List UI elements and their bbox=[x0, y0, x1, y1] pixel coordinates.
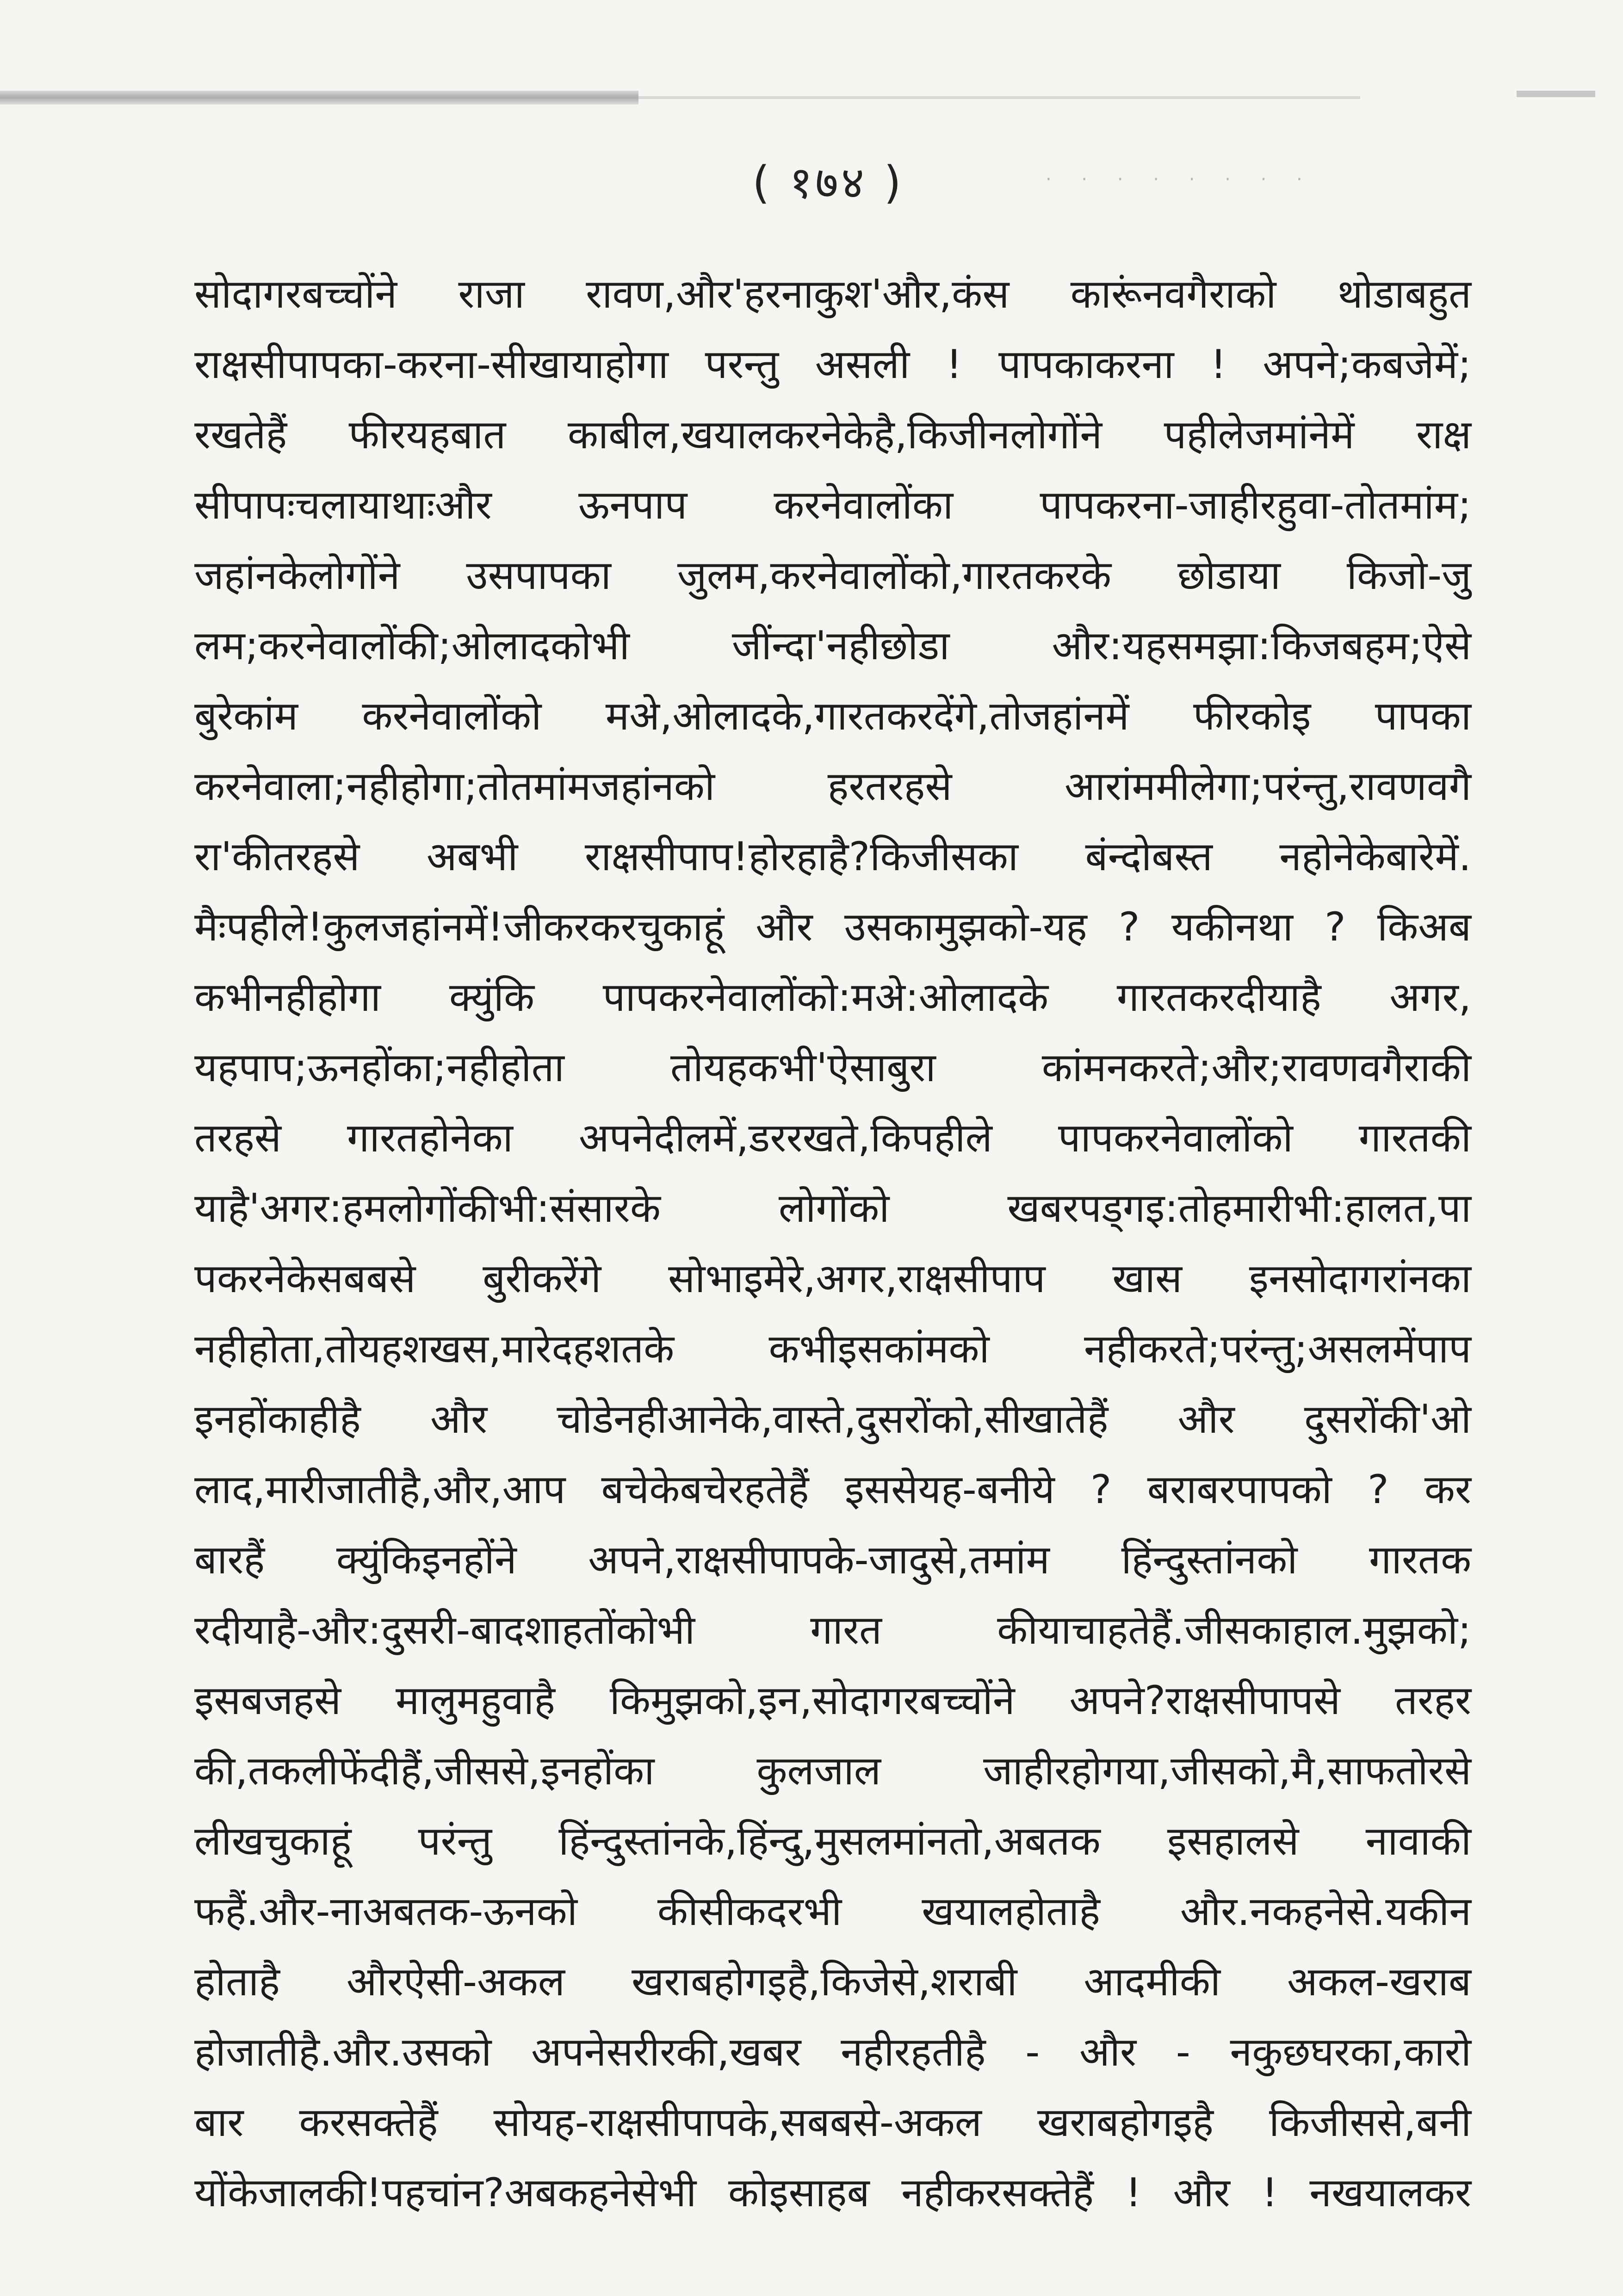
scan-speckle: · · · · · · · · bbox=[1046, 169, 1314, 190]
text-line: बार करसक्तेहैं सोयह-राक्षसीपापके,सबबसे-अकल खराबहोगइहै किजीससे,बनी bbox=[194, 2099, 1471, 2146]
text-line: रदीयाहै-और:दुसरी-बादशाहतोंकोभी गारत कीयाचाहतेहैं.जीसकाहाल.मुझको; bbox=[194, 1607, 1471, 1653]
text-line: सोदागरबच्चोंने राजा रावण,और'हरनाकुश'और,कंस कारूंनवगैराको थोडाबहुत bbox=[194, 271, 1471, 317]
top-scan-rule-faint bbox=[638, 96, 1360, 99]
text-line: रा'कीतरहसे अबभी राक्षसीपाप!होरहाहै?किजीसका बंन्दोबस्त नहोनेकेबारेमें. bbox=[194, 834, 1471, 880]
text-line: कभीनहीहोगा क्युंकि पापकरनेवालोंको:मअे:ओलादके गारतकरदीयाहै अगर, bbox=[194, 974, 1471, 1021]
text-line: इसबजहसे मालुमहुवाहै किमुझको,इन,सोदागरबच्चोंने अपने?राक्षसीपापसे तरहर bbox=[194, 1677, 1471, 1724]
edge-mark bbox=[1517, 91, 1595, 97]
text-line: इनहोंकाहीहै और चोडेनहीआनेके,वास्ते,दुसरोंको,सीखातेहैं और दुसरोंकी'ओ bbox=[194, 1396, 1471, 1442]
text-line: बारहैं क्युंकिइनहोंने अपने,राक्षसीपापके-जादुसे,तमांम हिंन्दुस्तांनको गारतक bbox=[194, 1537, 1471, 1583]
text-line: फहैं.और-नाअबतक-ऊनको कीसीकदरभी खयालहोताहै और.नकहनेसे.यकीन bbox=[194, 1888, 1471, 1935]
text-line: होजातीहै.और.उसको अपनेसरीरकी,खबर नहीरहतीहै - और - नकुछघरका,कारो bbox=[194, 2029, 1471, 2075]
text-line: लम;करनेवालोंकी;ओलादकोभी जींन्दा'नहीछोडा और:यहसमझा:किजबहम;ऐसे bbox=[194, 623, 1471, 669]
text-line: बुरेकांम करनेवालोंको मअे,ओलादके,गारतकरदेंगे,तोजहांनमें फीरकोइ पापका bbox=[194, 693, 1471, 739]
text-line: लीखचुकाहूं परंन्तु हिंन्दुस्तांनके,हिंन्दु,मुसलमांनतो,अबतक इसहालसे नावाकी bbox=[194, 1818, 1471, 1864]
text-line: राक्षसीपापका-करना-सीखायाहोगा परन्तु असली ! पापकाकरना ! अपने;कबजेमें; bbox=[194, 341, 1471, 388]
page-number: ( १७४ ) bbox=[752, 157, 904, 209]
text-line: होताहै औरऐसी-अकल खराबहोगइहै,किजेसे,शराबी आदमीकी अकल-खराब bbox=[194, 1959, 1471, 2005]
text-line: करनेवाला;नहीहोगा;तोतमांमजहांनको हरतरहसे आरांममीलेगा;परंन्तु,रावणवगै bbox=[194, 763, 1471, 810]
text-line: मैःपहीले!कुलजहांनमें!जीकरकरचुकाहूं और उसकामुझको-यह ? यकीनथा ? किअब bbox=[194, 904, 1471, 950]
text-line: नहीहोता,तोयहशखस,मारेदहशतके कभीइसकांमको नहीकरते;परंन्तु;असलमेंपाप bbox=[194, 1326, 1471, 1372]
text-line: की,तकलीफेंदीहैं,जीससे,इनहोंका कुलजाल जाहीरहोगया,जीसको,मै,साफतोरसे bbox=[194, 1748, 1471, 1794]
text-line: सीपापःचलायाथाःऔर ऊनपाप करनेवालोंका पापकरना-जाहीरहुवा-तोतमांम; bbox=[194, 482, 1471, 528]
text-line: तरहसे गारतहोनेका अपनेदीलमें,डररखते,किपहीले पापकरनेवालोंको गारतकी bbox=[194, 1115, 1471, 1161]
text-line: यहपाप;ऊनहोंका;नहीहोता तोयहकभी'ऐसाबुरा कांमनकरते;और;रावणवगैराकी bbox=[194, 1045, 1471, 1091]
text-line: याहै'अगर:हमलोगोंकीभी:संसारके लोगोंको खबरपड्गइ:तोहमारीभी:हालत,पा bbox=[194, 1185, 1471, 1232]
text-line: पकरनेकेसबबसे बुरीकरेंगे सोभाइमेरे,अगर,राक्षसीपाप खास इनसोदागरांनका bbox=[194, 1256, 1471, 1302]
text-line: रखतेहैं फीरयहबात काबील,खयालकरनेकेहै,किजीनलोगोंने पहीलेजमांनेमें राक्ष bbox=[194, 412, 1471, 458]
text-line: लाद,मारीजातीहै,और,आप बचेकेबचेरहतेहैं इससेयह-बनीये ? बराबरपापको ? कर bbox=[194, 1467, 1471, 1513]
text-line: योंकेजालकी!पहचांन?अबकहनेसेभी कोइसाहब नहीकरसक्तेहैं ! और ! नखयालकर bbox=[194, 2170, 1471, 2216]
text-line: जहांनकेलोगोंने उसपापका जुलम,करनेवालोंको,गारतकरके छोडाया किजो-जु bbox=[194, 552, 1471, 599]
body-text bbox=[194, 259, 1471, 2216]
top-scan-rule bbox=[0, 91, 638, 105]
